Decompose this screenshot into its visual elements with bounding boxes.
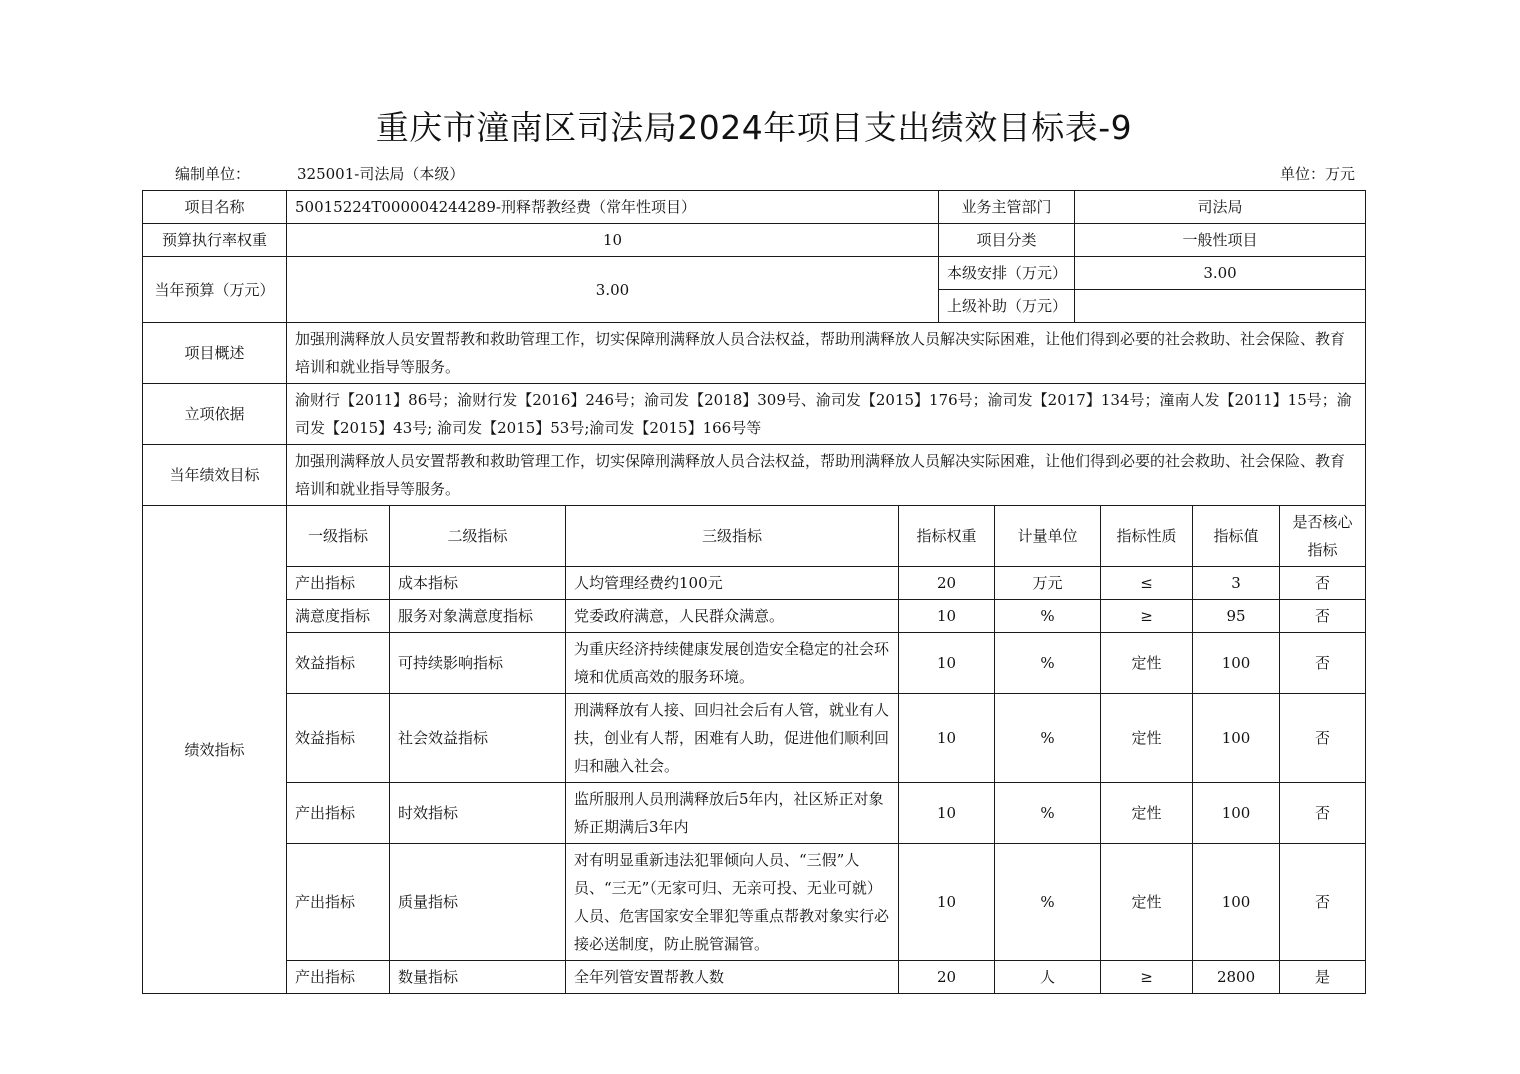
cell-core: 否	[1280, 694, 1366, 783]
cell-nature: ≥	[1101, 961, 1193, 994]
cell-value: 100	[1193, 633, 1280, 694]
table-row	[143, 567, 1366, 600]
weight-value: 10	[287, 224, 939, 257]
cell-weight: 20	[899, 567, 995, 600]
cell-nature: 定性	[1101, 633, 1193, 694]
header-level3: 三级指标	[566, 506, 899, 567]
cell-level1: 产出指标	[287, 961, 390, 994]
cell-value: 100	[1193, 844, 1280, 961]
cell-level2: 可持续影响指标	[390, 633, 566, 694]
cell-unit: %	[995, 633, 1101, 694]
cell-level2: 社会效益指标	[390, 694, 566, 783]
compiling-unit-label: 编制单位：	[175, 165, 251, 183]
local-value: 3.00	[1075, 257, 1366, 290]
cell-level1: 产出指标	[287, 844, 390, 961]
cell-level3: 人均管理经费约100元	[566, 567, 899, 600]
cell-weight: 10	[899, 844, 995, 961]
dept-label: 业务主管部门	[939, 191, 1075, 224]
cell-core: 是	[1280, 961, 1366, 994]
header-unit: 计量单位	[995, 506, 1101, 567]
cell-level2: 质量指标	[390, 844, 566, 961]
table-row	[143, 694, 1366, 783]
overview-label: 项目概述	[143, 323, 287, 384]
cell-level3: 党委政府满意，人民群众满意。	[566, 600, 899, 633]
cell-unit: %	[995, 600, 1101, 633]
cell-level2: 成本指标	[390, 567, 566, 600]
category-value: 一般性项目	[1075, 224, 1366, 257]
cell-level3: 刑满释放有人接、回归社会后有人管，就业有人扶，创业有人帮，困难有人助，促进他们顺利回归和融入社会。	[566, 694, 899, 783]
cell-unit: 人	[995, 961, 1101, 994]
cell-unit: %	[995, 694, 1101, 783]
category-label: 项目分类	[939, 224, 1075, 257]
header-level2: 二级指标	[390, 506, 566, 567]
table-row	[143, 633, 1366, 694]
budget-value: 3.00	[287, 257, 939, 323]
upper-label: 上级补助（万元）	[939, 290, 1075, 323]
indicators-section-label: 绩效指标	[143, 506, 287, 994]
cell-value: 100	[1193, 783, 1280, 844]
budget-label: 当年预算（万元）	[143, 257, 287, 323]
weight-label: 预算执行率权重	[143, 224, 287, 257]
cell-core: 否	[1280, 783, 1366, 844]
cell-unit: 万元	[995, 567, 1101, 600]
cell-value: 95	[1193, 600, 1280, 633]
table-row	[143, 961, 1366, 994]
cell-weight: 10	[899, 633, 995, 694]
cell-nature: 定性	[1101, 844, 1193, 961]
overview-text: 加强刑满释放人员安置帮教和救助管理工作，切实保障刑满释放人员合法权益，帮助刑满释放人员解决实际困难，让他们得到必要的社会救助、社会保险、教育培训和就业指导等服务。	[287, 323, 1366, 384]
header-core: 是否核心指标	[1280, 506, 1366, 567]
header-weight: 指标权重	[899, 506, 995, 567]
cell-unit: %	[995, 844, 1101, 961]
cell-core: 否	[1280, 633, 1366, 694]
cell-value: 3	[1193, 567, 1280, 600]
cell-level3: 对有明显重新违法犯罪倾向人员、“三假”人员、“三无”（无家可归、无亲可投、无业可就）人员、危害国家安全罪犯等重点帮教对象实行必接必送制度，防止脱管漏管。	[566, 844, 899, 961]
cell-level1: 满意度指标	[287, 600, 390, 633]
cell-level2: 时效指标	[390, 783, 566, 844]
cell-level1: 产出指标	[287, 783, 390, 844]
cell-level1: 效益指标	[287, 694, 390, 783]
cell-nature: 定性	[1101, 783, 1193, 844]
cell-nature: ≤	[1101, 567, 1193, 600]
project-name: 50015224T000004244289-刑释帮教经费（常年性项目）	[287, 191, 939, 224]
basis-text: 渝财行【2011】86号；渝财行发【2016】246号；渝司发【2018】309号、渝司发【2015】176号；渝司发【2017】134号；潼南人发【2011】15号；渝司发【2015】43号; 渝司发【2015】53号;渝司发【2015】166号等	[287, 384, 1366, 445]
cell-level2: 服务对象满意度指标	[390, 600, 566, 633]
compiling-unit-value: 325001-司法局（本级）	[297, 165, 465, 183]
cell-weight: 10	[899, 783, 995, 844]
table-row	[143, 844, 1366, 961]
currency-unit: 单位：万元	[1279, 165, 1355, 183]
goal-text: 加强刑满释放人员安置帮教和救助管理工作，切实保障刑满释放人员合法权益，帮助刑满释放人员解决实际困难，让他们得到必要的社会救助、社会保险、教育培训和就业指导等服务。	[287, 445, 1366, 506]
local-label: 本级安排（万元）	[939, 257, 1075, 290]
cell-level3: 监所服刑人员刑满释放后5年内，社区矫正对象矫正期满后3年内	[566, 783, 899, 844]
cell-weight: 10	[899, 600, 995, 633]
table-row	[143, 783, 1366, 844]
header-value: 指标值	[1193, 506, 1280, 567]
cell-unit: %	[995, 783, 1101, 844]
cell-weight: 10	[899, 694, 995, 783]
cell-level1: 产出指标	[287, 567, 390, 600]
performance-table	[142, 190, 1366, 994]
cell-level2: 数量指标	[390, 961, 566, 994]
cell-level1: 效益指标	[287, 633, 390, 694]
cell-core: 否	[1280, 567, 1366, 600]
upper-value	[1075, 290, 1366, 323]
header-level1: 一级指标	[287, 506, 390, 567]
cell-level3: 为重庆经济持续健康发展创造安全稳定的社会环境和优质高效的服务环境。	[566, 633, 899, 694]
cell-value: 2800	[1193, 961, 1280, 994]
cell-nature: ≥	[1101, 600, 1193, 633]
cell-nature: 定性	[1101, 694, 1193, 783]
cell-level3: 全年列管安置帮教人数	[566, 961, 899, 994]
basis-label: 立项依据	[143, 384, 287, 445]
page-title: 重庆市潼南区司法局2024年项目支出绩效目标表-9	[375, 108, 1133, 147]
indicator-header-row	[143, 506, 1366, 567]
header-nature: 指标性质	[1101, 506, 1193, 567]
dept-value: 司法局	[1075, 191, 1366, 224]
cell-weight: 20	[899, 961, 995, 994]
cell-core: 否	[1280, 600, 1366, 633]
cell-value: 100	[1193, 694, 1280, 783]
goal-label: 当年绩效目标	[143, 445, 287, 506]
project-name-label: 项目名称	[143, 191, 287, 224]
cell-core: 否	[1280, 844, 1366, 961]
table-row	[143, 600, 1366, 633]
